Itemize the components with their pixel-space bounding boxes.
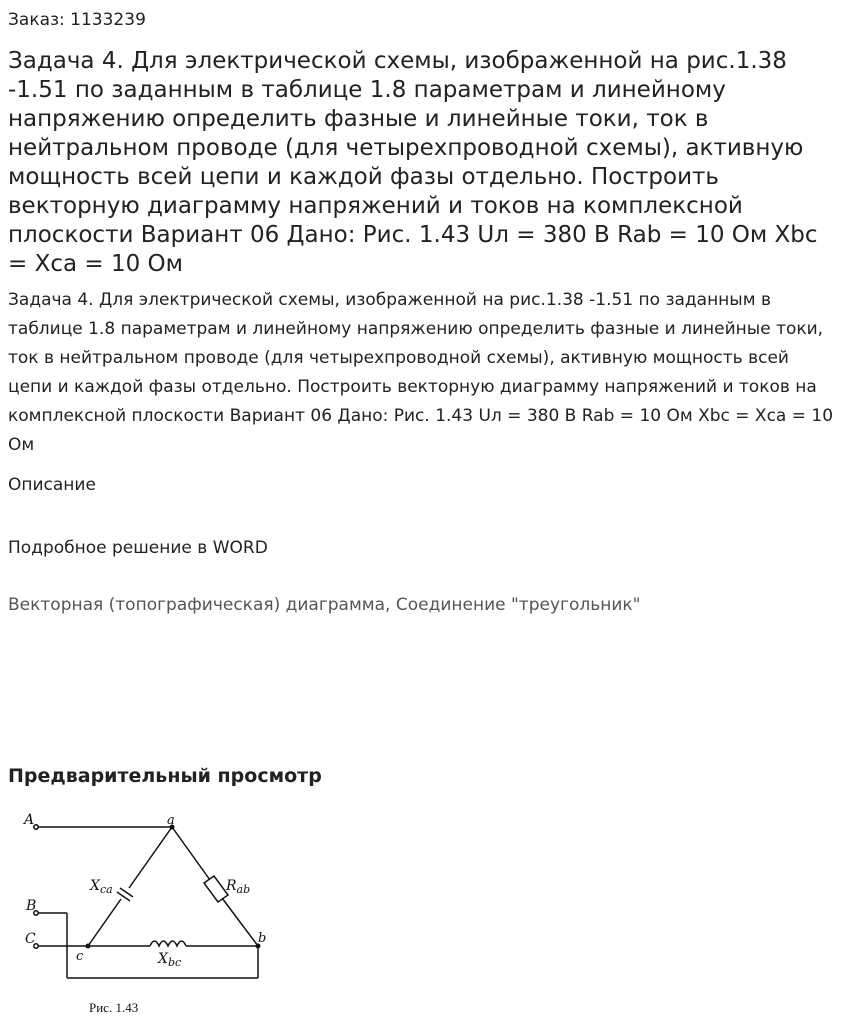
x-bc-sub: bc [167, 956, 182, 969]
node-b-label: b [258, 931, 267, 946]
figure-caption: Рис. 1.43 [89, 1000, 139, 1015]
description-text: Подробное решение в WORD [8, 538, 268, 558]
r-ab-label [225, 878, 250, 896]
tags-line [8, 592, 641, 618]
r-ab-sub: ab [236, 883, 251, 896]
x-ca-main: X [90, 878, 100, 894]
x-ca-label [89, 878, 113, 896]
x-ca-sub: ca [99, 883, 113, 896]
description-label: Описание [8, 475, 96, 495]
tag-delta-connection-link[interactable]: Соединение "треугольник" [395, 595, 641, 615]
node-c-label: c [76, 949, 84, 964]
terminal-a-label: A [24, 812, 35, 828]
node-a-label: a [167, 813, 175, 828]
r-ab-main: R [226, 878, 237, 894]
task-title: Задача 4. Для электрической схемы, изображенной на рис.1.38 -1.51 по заданным в таблице 1.8 параметрам и линейному напряжению определить фазные и линейные токи, ток в нейтральном проводе (для четырехпроводной схемы), активную мощность всей цепи и каждой фазы отдельно. Построить векторную диаграмму напряжений и токов на комплексной плоскости Вариант 06 Дано: Рис. 1.43 Uл = 380 В Rab = 10 Ом Xbc = Xca = 10 Ом [8, 48, 818, 277]
order-number: Заказ: 1133239 [8, 10, 146, 30]
preview-heading: Предварительный просмотр [8, 765, 322, 787]
x-bc-main: X [158, 951, 168, 967]
tag-vector-diagram-link[interactable]: Векторная (топографическая) диаграмма [8, 595, 386, 615]
terminal-b-label: B [26, 898, 37, 914]
circuit-diagram [0, 800, 300, 1028]
tag-separator: , [385, 595, 396, 615]
task-body: Задача 4. Для электрической схемы, изображенной на рис.1.38 -1.51 по заданным в таблице 1.8 параметрам и линейному напряжению определить фазные и линейные токи, ток в нейтральном проводе (для четырехпроводной схемы), активную мощность всей цепи и каждой фазы отдельно. Построить векторную диаграмму напряжений и токов на комплексной плоскости Вариант 06 Дано: Рис. 1.43 Uл = 380 В Rab = 10 Ом Xbc = Xca = 10 Ом [8, 290, 834, 455]
terminal-c-label: C [25, 931, 36, 947]
x-bc-label [157, 951, 181, 969]
